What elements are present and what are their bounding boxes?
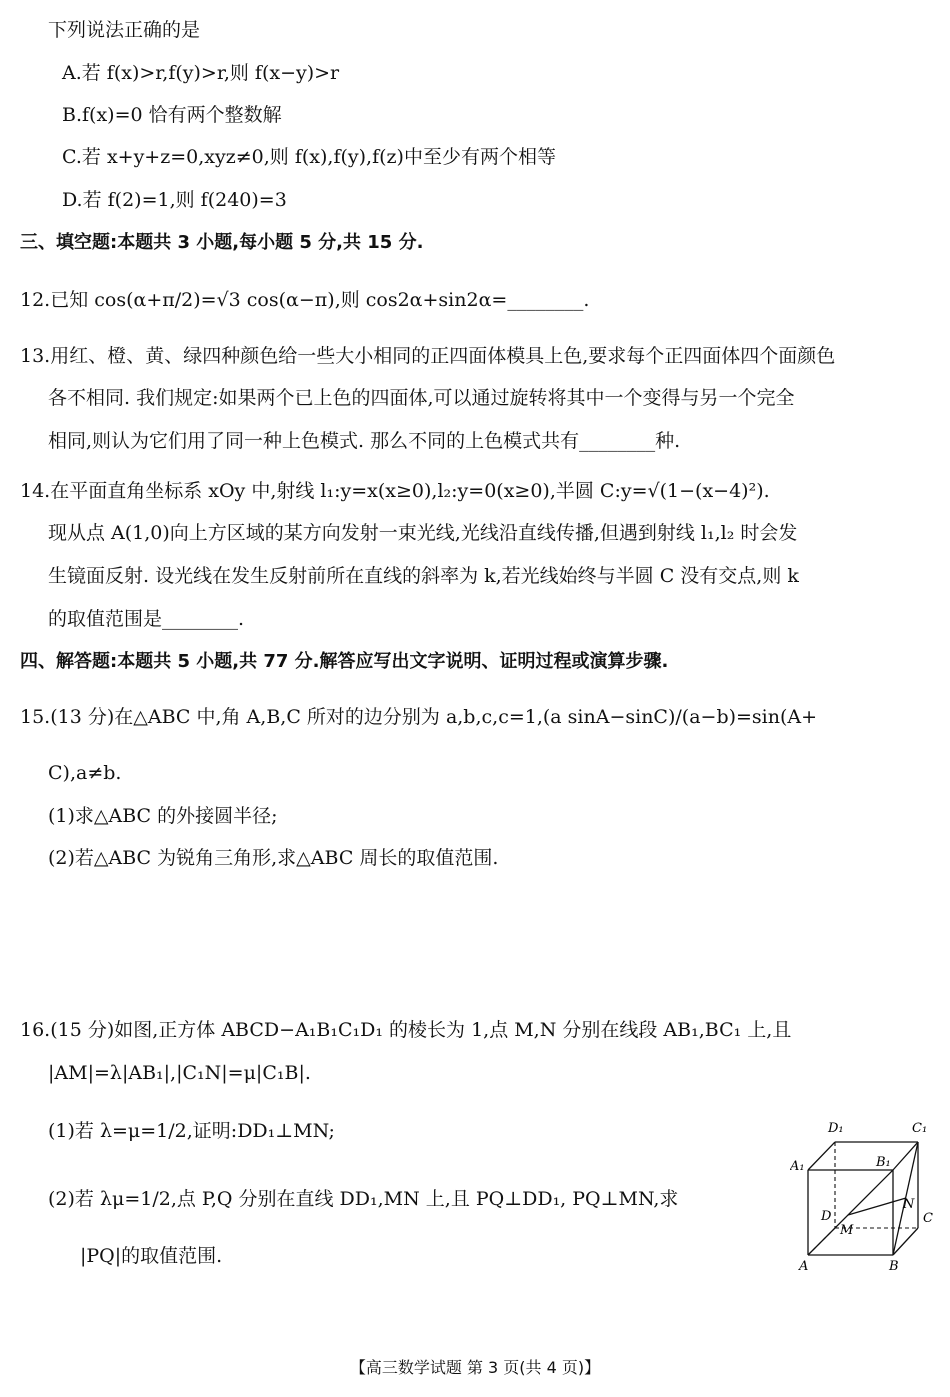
label-n: N (903, 1197, 915, 1212)
q16-part-2-tail: |PQ|的取值范围. (80, 1245, 223, 1267)
q16-part-1: (1)若 λ=μ=1/2,证明:DD₁⊥MN; (48, 1120, 335, 1142)
q12-text: 12.已知 cos(α+π/2)=√3 cos(α−π),则 cos2α+sin2α=________. (20, 289, 590, 311)
label-a: A (799, 1259, 809, 1274)
q15-part-1: (1)求△ABC 的外接圆半径; (48, 805, 278, 827)
edge-a1-d1 (808, 1142, 835, 1170)
edge-b-c (893, 1228, 918, 1255)
label-m: M (840, 1223, 854, 1238)
q13-line-1: 13.用红、橙、黄、绿四种颜色给一些大小相同的正四面体模具上色,要求每个正四面体四个面颜色 (20, 345, 836, 367)
q11-option-b: B.f(x)=0 恰有两个整数解 (62, 104, 282, 126)
q11-intro: 下列说法正确的是 (48, 19, 201, 41)
section3-heading: 三、填空题:本题共 3 小题,每小题 5 分,共 15 分. (20, 232, 424, 253)
q11-option-a: A.若 f(x)>r,f(y)>r,则 f(x−y)>r (62, 62, 340, 84)
q11-option-d: D.若 f(2)=1,则 f(240)=3 (62, 189, 287, 211)
label-d: D (821, 1209, 832, 1224)
q14-line-3: 生镜面反射. 设光线在发生反射前所在直线的斜率为 k,若光线始终与半圆 C 没有交点,则 k (48, 565, 799, 587)
label-c1: C₁ (912, 1121, 928, 1136)
q14-line-2: 现从点 A(1,0)向上方区域的某方向发射一束光线,光线沿直线传播,但遇到射线 l₁,l₂ 时会发 (48, 522, 798, 544)
q16-line-2: |AM|=λ|AB₁|,|C₁N|=μ|C₁B|. (48, 1062, 311, 1084)
q16-line-1: 16.(15 分)如图,正方体 ABCD−A₁B₁C₁D₁ 的棱长为 1,点 M,N 分别在线段 AB₁,BC₁ 上,且 (20, 1019, 792, 1041)
cube-diagram (790, 1110, 940, 1275)
section4-heading: 四、解答题:本题共 5 小题,共 77 分.解答应写出文字说明、证明过程或演算步骤. (20, 651, 669, 672)
label-b: B (889, 1259, 899, 1274)
label-b1: B₁ (876, 1155, 891, 1170)
q15-line-2: C),a≠b. (48, 762, 122, 784)
cube-figure (790, 1110, 940, 1275)
label-c: C (923, 1211, 933, 1226)
q13-line-3: 相同,则认为它们用了同一种上色模式. 那么不同的上色模式共有________种. (48, 430, 681, 452)
q11-option-c: C.若 x+y+z=0,xyz≠0,则 f(x),f(y),f(z)中至少有两个相等 (62, 146, 556, 168)
q14-line-1: 14.在平面直角坐标系 xOy 中,射线 l₁:y=x(x≥0),l₂:y=0(x≥0),半圆 C:y=√(1−(x−4)²). (20, 480, 770, 502)
q14-line-4: 的取值范围是________. (48, 608, 245, 630)
q15-line-1: 15.(13 分)在△ABC 中,角 A,B,C 所对的边分别为 a,b,c,c=1,(a sinA−sinC)/(a−b)=sin(A+ (20, 706, 818, 728)
label-a1: A₁ (790, 1159, 805, 1174)
q13-line-2: 各不相同. 我们规定:如果两个已上色的四面体,可以通过旋转将其中一个变得与另一个完全 (48, 387, 795, 409)
q16-part-2: (2)若 λμ=1/2,点 P,Q 分别在直线 DD₁,MN 上,且 PQ⊥DD₁, PQ⊥MN,求 (48, 1188, 679, 1210)
label-d1: D₁ (828, 1121, 844, 1136)
q15-part-2: (2)若△ABC 为锐角三角形,求△ABC 周长的取值范围. (48, 847, 499, 869)
page-footer: 【高三数学试题 第 3 页(共 4 页)】 (349, 1358, 601, 1377)
